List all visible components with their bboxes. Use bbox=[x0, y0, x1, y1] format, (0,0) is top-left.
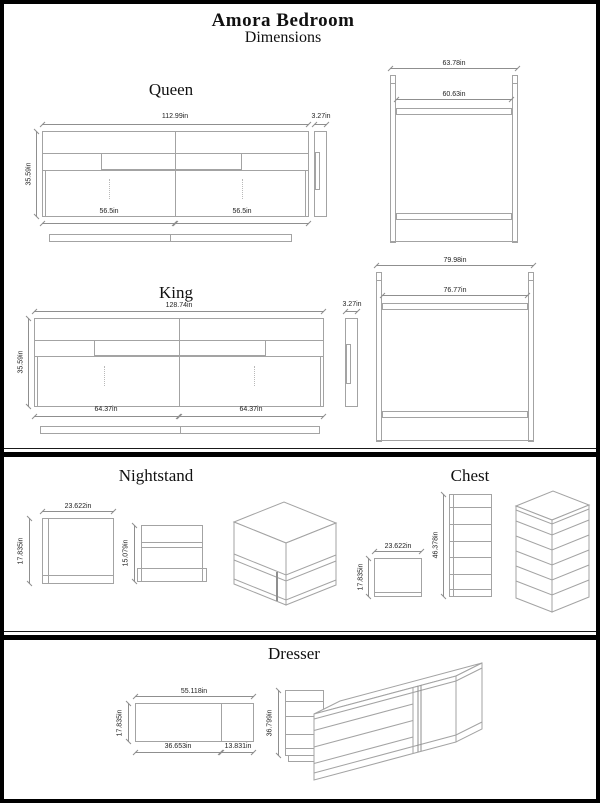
king-frame-rail-cap bbox=[376, 280, 382, 281]
queen-frame-outer-dim-label: 63.78in bbox=[442, 60, 466, 67]
king-frame-inner-dim-line bbox=[382, 295, 528, 296]
nightstand-isometric-view bbox=[219, 484, 349, 619]
dresser-height-dim-label: 36.799in bbox=[266, 709, 274, 737]
king-headboard-mark bbox=[104, 366, 105, 386]
dresser-width-dim-line bbox=[135, 696, 254, 697]
queen-half-right-dim-label: 56.5in bbox=[232, 208, 252, 215]
king-half-left-dim-line bbox=[34, 416, 179, 417]
queen-headboard-top-view-center-line bbox=[170, 234, 171, 242]
king-half-right-dim-label: 64.37in bbox=[239, 406, 263, 413]
chest-drawer-line bbox=[449, 557, 492, 558]
king-height-dim-label: 35.59in bbox=[17, 350, 25, 374]
chest-top-width-dim-line bbox=[374, 551, 422, 552]
chest-drawer-line bbox=[449, 574, 492, 575]
chest-top-depth-dim-line bbox=[368, 558, 369, 597]
queen-height-dim-label: 35.59in bbox=[25, 162, 33, 186]
chest-isometric-view bbox=[504, 479, 599, 619]
nightstand-side-height-dim-label: 15.079in bbox=[122, 539, 130, 567]
king-depth-dim-label: 3.27in bbox=[342, 301, 362, 308]
dresser-section-label: Dresser bbox=[268, 644, 320, 663]
queen-frame-crossbar-bottom bbox=[396, 213, 512, 220]
dresser-left-section-dim-label: 36.653in bbox=[164, 743, 192, 750]
dresser-isometric-view bbox=[304, 659, 489, 799]
dresser-top-view-divider-line bbox=[221, 703, 222, 742]
king-frame-outer-dim-line bbox=[376, 265, 534, 266]
queen-depth-dim-line bbox=[314, 124, 327, 125]
chest-top-depth-dim-label: 17.835in bbox=[357, 563, 365, 591]
section-divider-rule bbox=[4, 448, 596, 449]
queen-frame-rail-cap bbox=[390, 83, 396, 84]
queen-depth-dim-label: 3.27in bbox=[311, 113, 331, 120]
dresser-depth-dim-label: 17.835in bbox=[116, 709, 124, 737]
chest-height-dim-line bbox=[443, 494, 444, 597]
king-headboard-mark bbox=[254, 366, 255, 386]
nightstand-height-dim-label: 17.835in bbox=[17, 537, 25, 565]
chest-section-label: Chest bbox=[450, 466, 490, 485]
dresser-top-view bbox=[135, 703, 254, 742]
queen-headboard-mark bbox=[109, 179, 110, 199]
nightstand-side-view-line bbox=[141, 547, 203, 548]
queen-half-right-dim-line bbox=[175, 223, 309, 224]
nightstand-front-view-base-line bbox=[42, 575, 114, 576]
nightstand-section-label: Nightstand bbox=[118, 466, 194, 485]
page-subtitle: Dimensions bbox=[244, 29, 322, 46]
queen-frame-inner-dim-line bbox=[396, 99, 512, 100]
chest-top-width-dim-label: 23.622in bbox=[384, 543, 412, 550]
section-divider-bar bbox=[4, 452, 596, 457]
king-frame-outer-dim-label: 79.98in bbox=[443, 257, 467, 264]
dresser-left-section-dim-line bbox=[135, 752, 221, 753]
king-section-label: King bbox=[159, 283, 193, 302]
chest-front-view-edge-line bbox=[453, 494, 454, 597]
king-frame-crossbar-bottom bbox=[382, 411, 528, 418]
page-title: Amora Bedroom bbox=[211, 10, 355, 31]
king-frame-bottom-line bbox=[376, 440, 534, 441]
queen-half-left-dim-line bbox=[42, 223, 175, 224]
king-frame-right-rail bbox=[528, 272, 534, 442]
dresser-width-dim-label: 55.118in bbox=[180, 688, 208, 695]
chest-top-view-line bbox=[374, 592, 422, 593]
nightstand-side-height-dim-line bbox=[134, 525, 135, 582]
section-divider-rule bbox=[4, 631, 596, 632]
chest-height-dim-label: 46.378in bbox=[432, 531, 440, 559]
king-depth-dim-line bbox=[345, 311, 358, 312]
king-headboard-inset-panel bbox=[94, 340, 266, 356]
king-half-left-dim-label: 64.37in bbox=[94, 406, 118, 413]
queen-frame-right-rail bbox=[512, 75, 518, 243]
chest-drawer-line bbox=[449, 589, 492, 590]
dresser-depth-dim-line bbox=[128, 703, 129, 742]
nightstand-side-view-base bbox=[137, 568, 207, 582]
queen-width-dim-label: 112.99in bbox=[161, 113, 189, 120]
dresser-right-section-dim-line bbox=[221, 752, 254, 753]
queen-headboard-side-view-detail bbox=[315, 152, 320, 190]
king-width-dim-label: 128.74in bbox=[165, 302, 193, 309]
nightstand-side-view-line bbox=[141, 542, 203, 543]
queen-headboard-center-line bbox=[175, 131, 176, 217]
nightstand-width-dim-line bbox=[42, 511, 114, 512]
nightstand-width-dim-label: 23.622in bbox=[64, 503, 92, 510]
king-height-dim-line bbox=[28, 318, 29, 407]
king-width-dim-line bbox=[34, 311, 324, 312]
king-frame-rail-cap bbox=[528, 280, 534, 281]
chest-front-view bbox=[449, 494, 492, 597]
queen-frame-rail-cap bbox=[512, 83, 518, 84]
chest-drawer-line bbox=[449, 524, 492, 525]
queen-frame-bottom-line bbox=[390, 241, 518, 242]
queen-half-left-dim-label: 56.5in bbox=[99, 208, 119, 215]
queen-width-dim-line bbox=[42, 124, 309, 125]
chest-drawer-line bbox=[449, 541, 492, 542]
king-frame-inner-dim-label: 76.77in bbox=[443, 287, 467, 294]
king-headboard-top-view-center-line bbox=[180, 426, 181, 434]
queen-section-label: Queen bbox=[148, 80, 194, 99]
section-divider-bar bbox=[4, 635, 596, 640]
king-frame-crossbar-top bbox=[382, 303, 528, 310]
king-headboard-side-view-detail bbox=[346, 344, 351, 384]
queen-frame-outer-dim-line bbox=[390, 68, 518, 69]
queen-headboard-inset-panel bbox=[101, 153, 242, 170]
dresser-height-dim-line bbox=[278, 690, 279, 756]
queen-headboard-mark bbox=[242, 179, 243, 199]
queen-frame-crossbar-top bbox=[396, 108, 512, 115]
king-headboard-center-line bbox=[179, 318, 180, 407]
queen-height-dim-line bbox=[36, 131, 37, 217]
dresser-right-section-dim-label: 13.831in bbox=[224, 743, 252, 750]
chest-drawer-line bbox=[449, 507, 492, 508]
king-half-right-dim-line bbox=[179, 416, 324, 417]
nightstand-height-dim-line bbox=[29, 518, 30, 584]
queen-frame-inner-dim-label: 60.63in bbox=[442, 91, 466, 98]
